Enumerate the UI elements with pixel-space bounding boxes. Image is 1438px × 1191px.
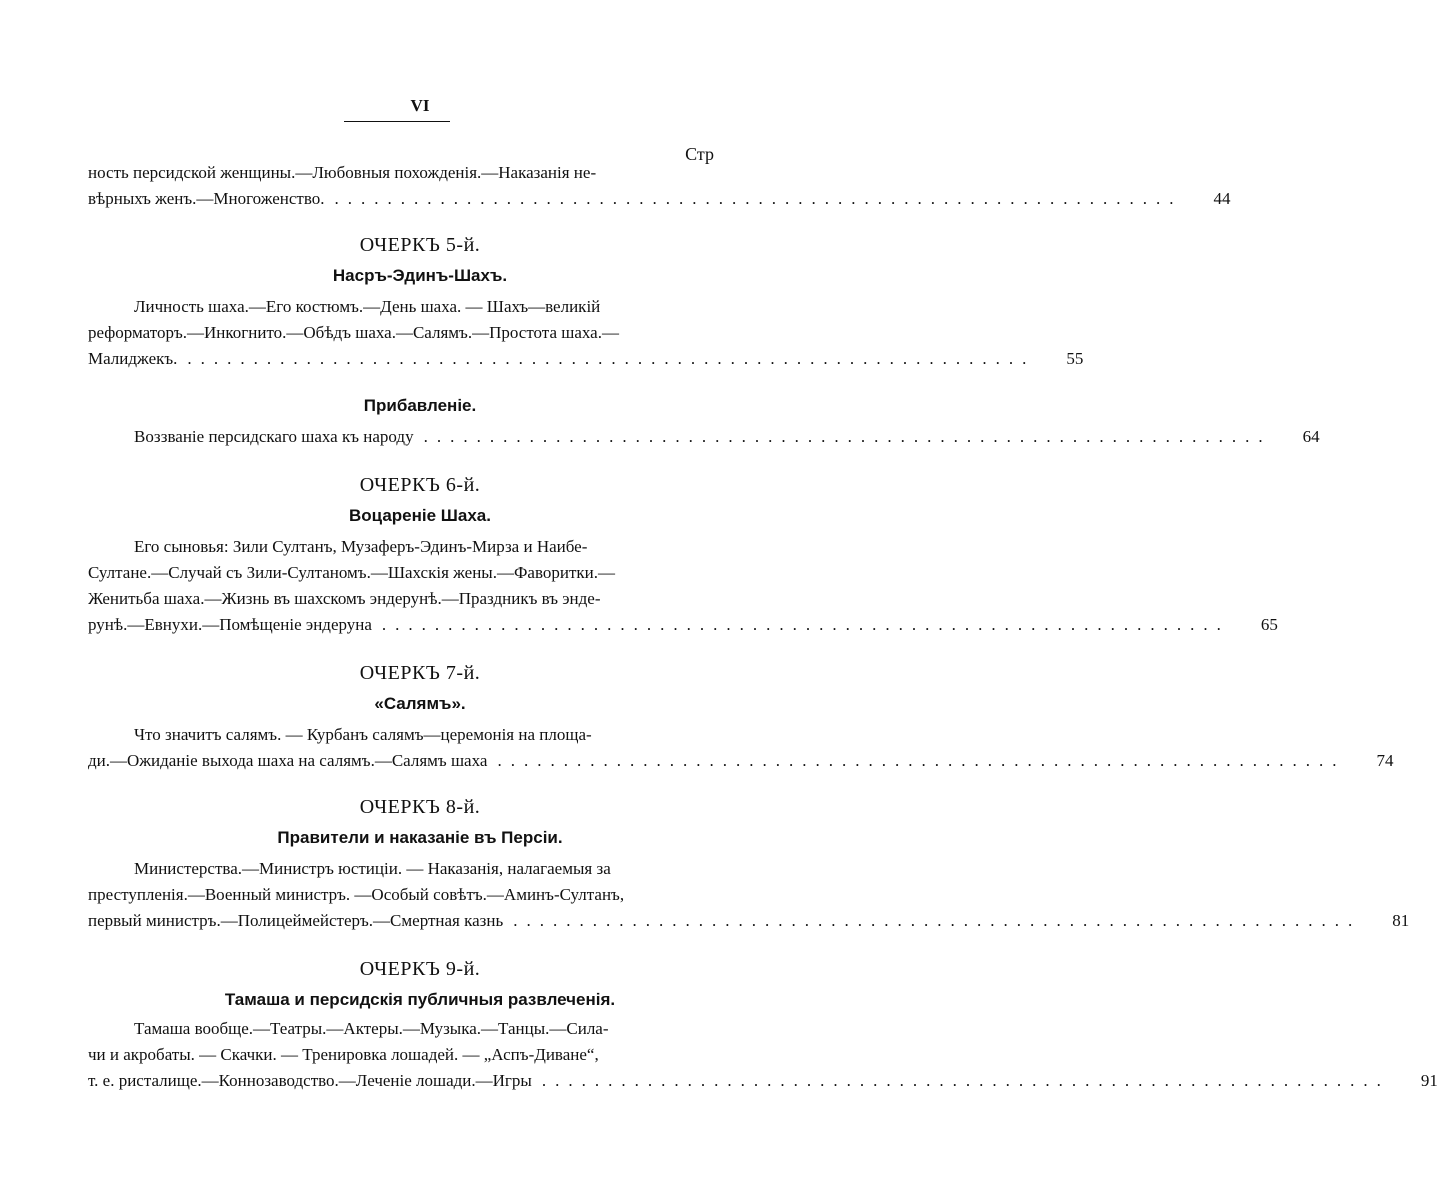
essay-heading: ОЧЕРКЪ 8-й. bbox=[359, 796, 481, 818]
toc-entry-appendix bbox=[88, 424, 1320, 450]
entry-line: преступленія.—Военный министръ. —Особый совѣтъ.—Аминъ-Султанъ, bbox=[88, 885, 625, 904]
entry-line: Воззваніе персидскаго шаха къ народу bbox=[134, 427, 414, 446]
toc-entry-essay-8 bbox=[88, 856, 1410, 934]
dot-leader: ................................................................ bbox=[497, 751, 1346, 770]
essay-heading: ОЧЕРКЪ 5-й. bbox=[359, 234, 481, 256]
entry-line: т. е. ристалище.—Коннозаводство.—Леченіе лошади.—Игры bbox=[88, 1071, 532, 1090]
entry-line: ди.—Ожиданіе выхода шаха на салямъ.—Салямъ шаха bbox=[88, 751, 488, 770]
page-column-label: Стр bbox=[685, 144, 714, 164]
toc-entry-essay-5 bbox=[88, 294, 1084, 372]
toc-entry-essay-6 bbox=[88, 534, 1278, 638]
entry-page-number: 65 bbox=[1260, 615, 1278, 634]
dot-leader: ................................................................ bbox=[381, 615, 1230, 634]
entry-line: реформаторъ.—Инкогнито.—Обѣдъ шаха.—Салямъ.—Простота шаха.— bbox=[88, 323, 619, 342]
essay-heading: ОЧЕРКЪ 6-й. bbox=[359, 474, 481, 496]
entry-line: чи и акробаты. — Скачки. — Тренировка лошадей. — „Аспъ-Диване“, bbox=[88, 1045, 599, 1064]
entry-line: Женитьба шаха.—Жизнь въ шахскомъ эндерунѣ.—Праздникъ въ энде- bbox=[88, 589, 601, 608]
entry-line: первый министръ.—Полицеймейстеръ.—Смертная казнь bbox=[88, 911, 504, 930]
section-title: Правители и наказаніе въ Персіи. bbox=[277, 828, 563, 847]
entry-line: Малиджекъ. bbox=[88, 349, 178, 368]
dot-leader: ................................................................ bbox=[513, 911, 1362, 930]
entry-line: Султане.—Случай съ Зили-Султаномъ.—Шахскія жены.—Фаворитки.— bbox=[88, 563, 615, 582]
entry-page-number: 55 bbox=[1066, 349, 1084, 368]
entry-page-number: 91 bbox=[1420, 1071, 1438, 1090]
section-title: Прибавленіе. bbox=[363, 396, 477, 415]
toc-entry-essay-9 bbox=[88, 1016, 1438, 1094]
entry-line: ность персидской женщины.—Любовныя похожденія.—Наказанія не- bbox=[88, 163, 597, 182]
toc-entry-essay-7 bbox=[88, 722, 1394, 774]
entry-line: вѣрныхъ женъ.—Многоженство. bbox=[88, 189, 325, 208]
entry-page-number: 44 bbox=[1213, 189, 1231, 208]
section-title: «Салямъ». bbox=[374, 694, 466, 713]
entry-line: Министерства.—Министръ юстиціи. — Наказанія, налагаемыя за bbox=[134, 859, 611, 878]
section-title: Воцареніе Шаха. bbox=[349, 506, 491, 525]
entry-line: Тамаша вообще.—Театры.—Актеры.—Музыка.—Танцы.—Сила- bbox=[134, 1019, 609, 1038]
dot-leader: ................................................................ bbox=[334, 189, 1183, 208]
section-title: Насръ-Эдинъ-Шахъ. bbox=[332, 266, 508, 285]
entry-page-number: 74 bbox=[1376, 751, 1394, 770]
entry-page-number: 81 bbox=[1392, 911, 1410, 930]
toc-entry-continuation bbox=[88, 160, 1231, 212]
entry-line: Личность шаха.—Его костюмъ.—День шаха. — Шахъ—великій bbox=[134, 297, 601, 316]
entry-line: Его сыновья: Зили Султанъ, Музаферъ-Эдинъ-Мирза и Наибе- bbox=[134, 537, 588, 556]
essay-heading: ОЧЕРКЪ 9-й. bbox=[359, 958, 481, 980]
dot-leader: ................................................................ bbox=[541, 1071, 1390, 1090]
dot-leader: ................................................................ bbox=[187, 349, 1036, 368]
header-rule bbox=[344, 121, 450, 122]
dot-leader: ................................................................ bbox=[423, 427, 1272, 446]
entry-line: Что значитъ салямъ. — Курбанъ салямъ—церемонія на площа- bbox=[134, 725, 592, 744]
entry-page-number: 64 bbox=[1302, 427, 1320, 446]
page-number: VI bbox=[410, 96, 430, 115]
section-title: Тамаша и персидскія публичныя развлеченія. bbox=[224, 990, 616, 1009]
essay-heading: ОЧЕРКЪ 7-й. bbox=[359, 662, 481, 684]
entry-line: рунѣ.—Евнухи.—Помѣщеніе эндеруна bbox=[88, 615, 372, 634]
